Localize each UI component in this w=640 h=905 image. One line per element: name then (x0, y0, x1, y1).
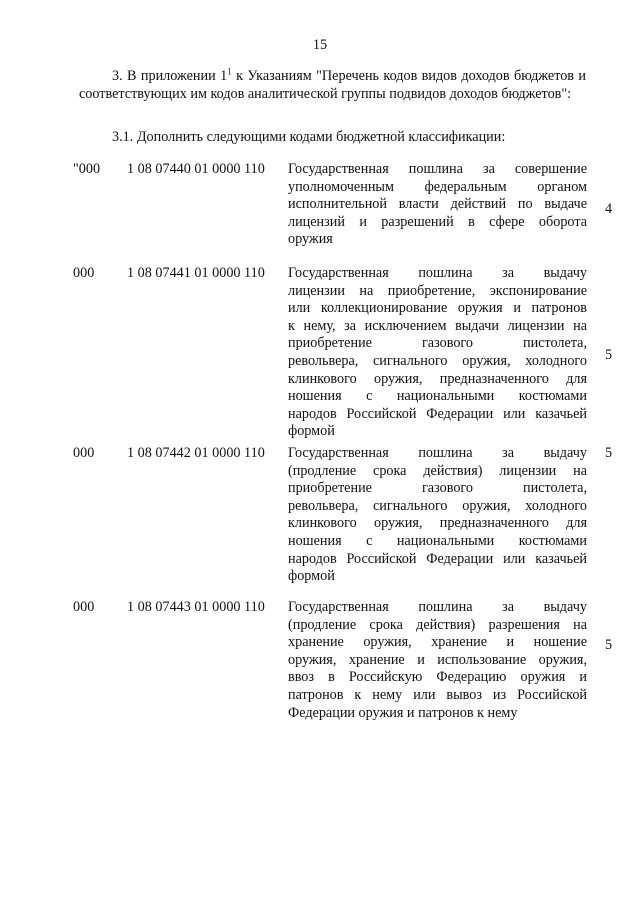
row-description-line: (продление срока действия) разрешения на (288, 616, 587, 633)
row-prefix: 000 (73, 265, 95, 281)
row-description-line: приобретение газового пистолета, (288, 335, 587, 352)
row-description-line: лицензий и разрешений в сфере оборота (288, 213, 587, 230)
row-description-line: револьвера, сигнального оружия, холодного (288, 497, 587, 514)
row-description (288, 265, 587, 441)
row-description-line: народов Российской Федерации или казачьей (288, 405, 587, 422)
row-group: 4 (605, 201, 613, 217)
superscript-index: 1 (227, 66, 232, 77)
row-description-line: формой (288, 423, 335, 440)
row-description-line: исполнительной власти действий по выдаче (288, 196, 587, 213)
row-description (288, 445, 587, 586)
row-description-line: хранение оружия, хранение и ношение (288, 634, 587, 651)
row-description-line: патронов к нему или вывоз из Российской (288, 686, 587, 703)
row-description-line: Государственная пошлина за выдачу (288, 599, 587, 615)
subpoint-paragraph: 3.1. Дополнить следующими кодами бюджетной классификации: (112, 129, 506, 145)
row-description-line: оружия (288, 231, 333, 248)
row-description-line: ношения с национальными костюмами (288, 388, 587, 405)
row-description-line: револьвера, сигнального оружия, холодного (288, 352, 587, 369)
row-prefix: 000 (73, 599, 95, 615)
intro-text-end: к Указаниям "Перечень кодов видов доходов бюджетов и соответствующих им кодов аналитической группы подвидов доходов бюджетов": (79, 68, 586, 102)
row-description-line: приобретение газового пистолета, (288, 480, 587, 497)
row-code: 1 08 07442 01 0000 110 (127, 445, 265, 461)
row-description-line: Государственная пошлина за совершение (288, 161, 587, 177)
row-description-line: или коллекционирование оружия и патронов (288, 300, 587, 317)
row-description-line: формой (288, 568, 335, 585)
row-description-line: ввоз в Российскую Федерацию оружия и (288, 669, 587, 686)
row-description-line: клинкового оружия, предназначенного для (288, 370, 587, 387)
page-number: 15 (312, 37, 328, 53)
row-prefix: 000 (73, 445, 95, 461)
row-code: 1 08 07440 01 0000 110 (127, 161, 265, 177)
row-description-line: Федерации оружия и патронов к нему (288, 704, 518, 721)
row-description-line: ношения с национальными костюмами (288, 532, 587, 549)
row-code: 1 08 07441 01 0000 110 (127, 265, 265, 281)
intro-paragraph (79, 68, 586, 103)
row-description-line: народов Российской Федерации или казачьей (288, 550, 587, 567)
row-description-line: оружия, хранение и использование оружия, (288, 651, 587, 668)
row-code: 1 08 07443 01 0000 110 (127, 599, 265, 615)
row-description-line: к нему, за исключением выдачи лицензии на (288, 317, 587, 334)
row-description-line: клинкового оружия, предназначенного для (288, 515, 587, 532)
row-description-line: (продление срока действия) лицензии на (288, 462, 587, 479)
row-group: 5 (605, 347, 613, 363)
row-group: 5 (605, 637, 613, 653)
row-description-line: Государственная пошлина за выдачу (288, 265, 587, 281)
row-prefix: "000 (73, 161, 101, 177)
row-description-line: уполномоченным федеральным органом (288, 178, 587, 195)
row-description (288, 161, 587, 249)
row-description-line: Государственная пошлина за выдачу (288, 445, 587, 461)
row-description (288, 599, 587, 722)
row-description-line: лицензии на приобретение, экспонирование (288, 282, 587, 299)
intro-text-start: 3. В приложении 1 (112, 68, 228, 84)
row-group: 5 (605, 445, 613, 461)
